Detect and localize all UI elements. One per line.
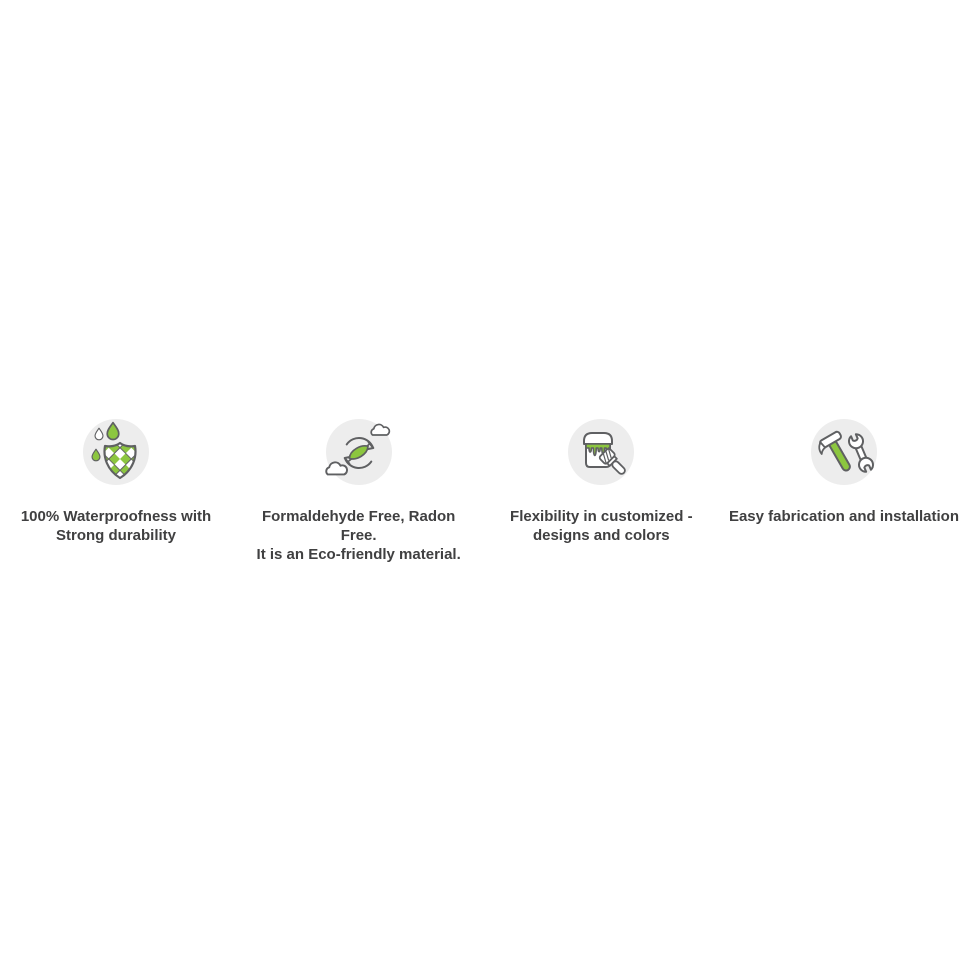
feature-caption-line: Easy fabrication and installation [728,508,959,525]
waterproof-shield-icon [83,419,149,485]
feature-caption-line: designs and colors [532,527,670,544]
feature-installation [728,419,960,564]
feature-caption [0,507,232,545]
eco-recycle-leaf-icon [326,419,392,485]
paint-bucket-brush-icon [568,419,634,485]
feature-caption-line: Strong durability [56,527,176,544]
feature-caption-line: Formaldehyde Free, Radon Free. [261,508,456,544]
feature-customization [485,419,717,564]
hammer-wrench-icon [811,419,877,485]
feature-caption-line: 100% Waterproofness with [20,508,212,525]
feature-waterproofness [0,419,232,564]
feature-caption [243,507,475,564]
feature-caption [485,507,717,545]
feature-caption [728,507,960,526]
feature-eco-friendly [243,419,475,564]
feature-caption-line: Flexibility in customized - [510,508,693,525]
feature-caption-line: It is an Eco-friendly material. [256,546,461,563]
features-section [0,419,960,564]
